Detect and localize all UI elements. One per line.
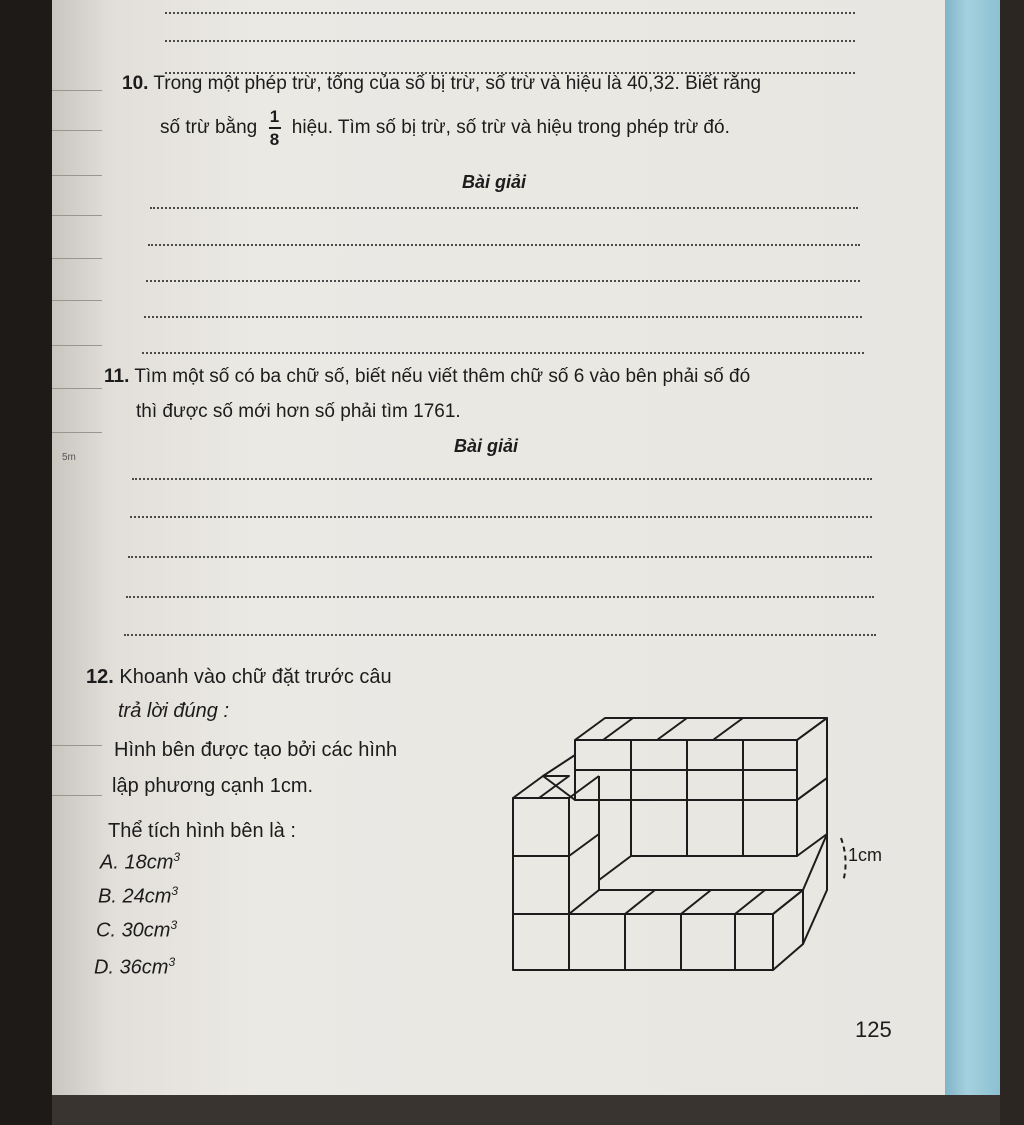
q12-line1	[86, 664, 486, 690]
margin-line	[52, 90, 102, 91]
answer-line	[165, 40, 855, 42]
margin-line	[52, 795, 102, 796]
answer-line	[165, 12, 855, 14]
left-page-fragment	[0, 0, 52, 1125]
q12-number: 12.	[86, 666, 114, 688]
answer-line	[126, 596, 874, 598]
fraction-numerator: 1	[269, 107, 280, 126]
q10-text: Trong một phép trừ, tổng của số bị trừ, số trừ và hiệu là 40,32. Biết rằng	[153, 73, 762, 94]
margin-line	[52, 388, 102, 389]
q11-number: 11.	[104, 366, 130, 387]
margin-line	[52, 300, 102, 301]
answer-line	[146, 280, 860, 282]
answer-line	[142, 352, 864, 354]
q11-solution-heading: Bài giải	[454, 436, 519, 456]
answer-line	[128, 556, 872, 558]
option-d[interactable]: D. $36cm^3$	[94, 955, 176, 979]
margin-line	[52, 345, 102, 346]
fraction-denominator: 8	[269, 130, 280, 149]
q12-line2: trả lời đúng :	[118, 700, 230, 722]
option-c[interactable]: C. $30cm^3$	[96, 918, 178, 942]
q12-line3: Hình bên được tạo bởi các hình	[114, 739, 398, 761]
answer-line	[148, 244, 860, 246]
q10-line2	[160, 108, 880, 148]
answer-line	[124, 634, 876, 636]
q10-number: 10.	[122, 73, 149, 94]
q12-text: Khoanh vào chữ đặt trước câu	[119, 666, 392, 688]
q10-text2: số trừ bằng	[160, 117, 258, 139]
margin-line	[52, 130, 102, 131]
q11-text: Tìm một số có ba chữ số, biết nếu viết thêm chữ số 6 vào bên phải số đó	[134, 366, 751, 387]
page-number: 125	[855, 1017, 892, 1042]
q10-text3: hiệu. Tìm số bị trừ, số trừ và hiệu trong phép trừ đó.	[291, 117, 730, 139]
q12-line4: lập phương cạnh 1cm.	[112, 775, 314, 797]
q10-line1	[122, 72, 882, 97]
option-a[interactable]: A. $18cm^3$	[100, 850, 181, 874]
figure-label-1cm: 1cm	[848, 845, 883, 865]
book-cover-edge	[945, 0, 1000, 1095]
margin-line	[52, 215, 102, 216]
cube-figure	[505, 710, 905, 980]
answer-line	[150, 207, 858, 209]
q12-line5: Thể tích hình bên là :	[108, 820, 296, 842]
margin-line	[52, 432, 102, 433]
q10-solution-heading: Bài giải	[462, 172, 527, 192]
option-b[interactable]: B. $24cm^3$	[98, 884, 179, 908]
q11-line1	[104, 365, 884, 390]
answer-line	[132, 478, 872, 480]
answer-line	[130, 516, 872, 518]
answer-line	[144, 316, 862, 318]
margin-line	[52, 745, 102, 746]
margin-line	[52, 175, 102, 176]
margin-fragment-text: 5m	[62, 452, 76, 463]
table-surface	[52, 1095, 1000, 1125]
fraction	[269, 108, 281, 148]
margin-line	[52, 258, 102, 259]
q11-line2: thì được số mới hơn số phải tìm 1761.	[136, 401, 461, 422]
